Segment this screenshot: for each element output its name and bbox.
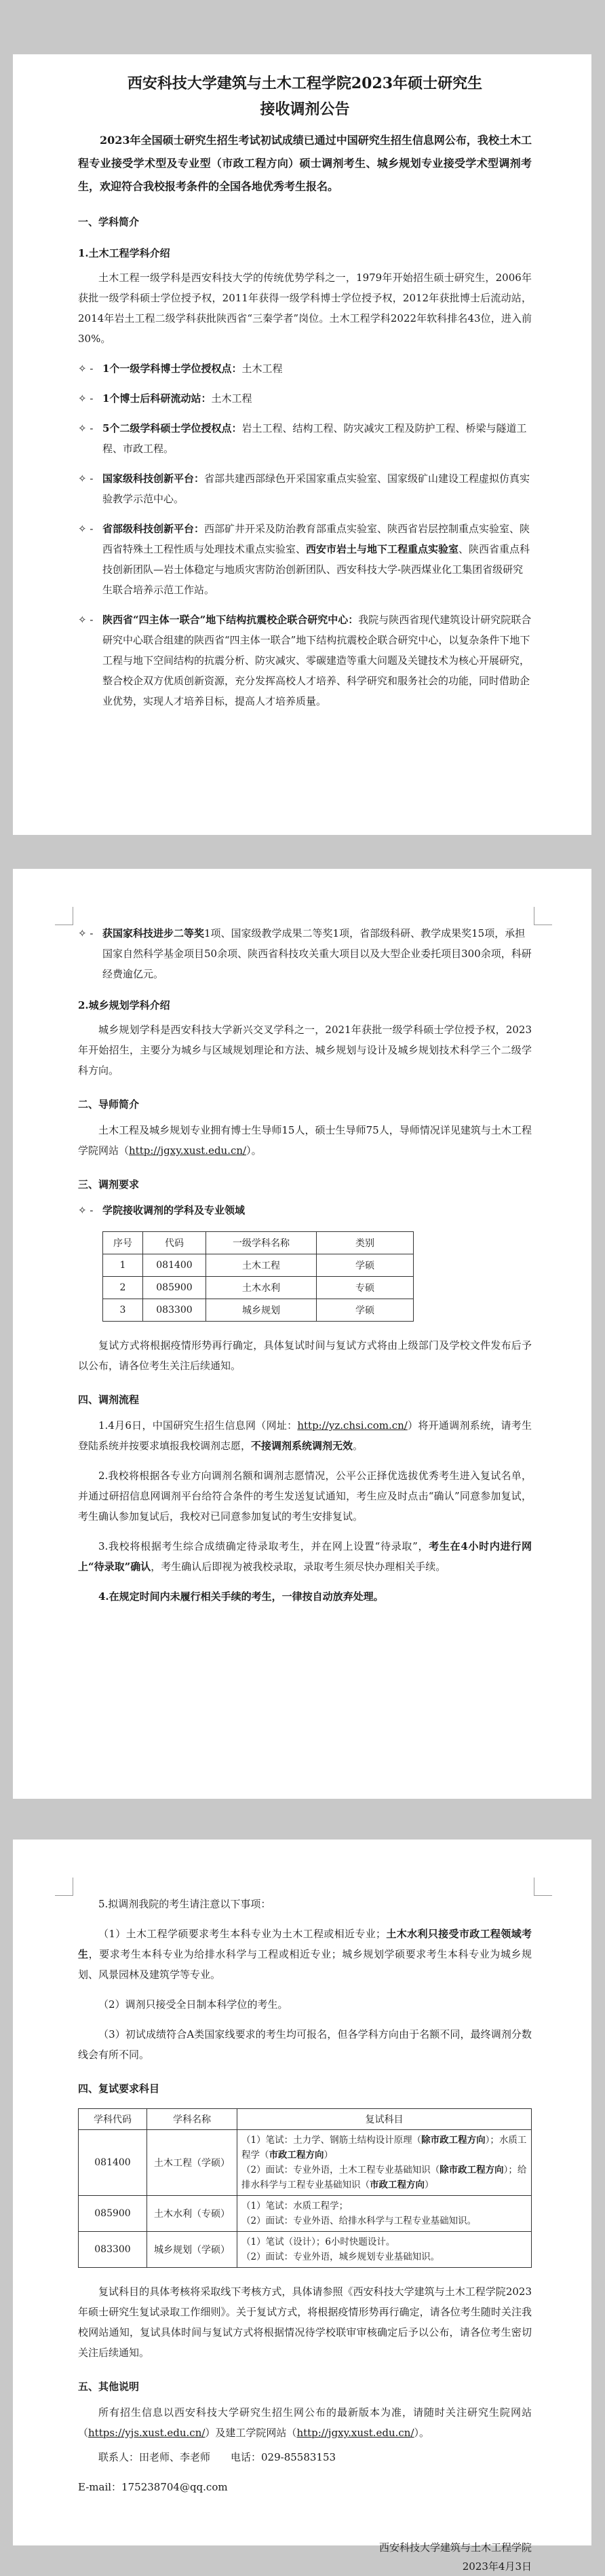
section-heading-supervisors: 二、导师简介 xyxy=(78,1098,140,1110)
page-title: 西安科技大学建筑与土木工程学院2023年硕士研究生 接收调剂公告 xyxy=(127,75,483,118)
civil-description: 土木工程一级学科是西安科技大学的传统优势学科之一，1979年开始招生硕士研究生，2006年获批一级学科硕士学位授予权，2011年获得一级学科博士学位授予权，2012年获批博士后流动站，2014年岩土工程二级学科获批陕西省“三秦学者”岗位。土木工程学科2022年软科排名43位，进入前30%。 xyxy=(78,272,532,345)
process-step-1: 1.4月6日，中国研究生招生信息网（网址：http://yz.chsi.com.cn/）将开通调剂系统，请考生登陆系统并按要求填报我校调剂志愿，不接调剂系统调剂无效。 xyxy=(78,1419,532,1452)
graduate-school-link[interactable]: https://yjs.xust.edu.cn/ xyxy=(88,2427,206,2439)
list-item: ✧ - 获国家科技进步二等奖1项、国家级教学成果二等奖1项，省部级科研、教学成果奖15项，承担国家自然科学基金项目50余项、陕西省科技攻关重大项目以及大型企业委托项目300余项，科研经费逾亿元。 xyxy=(78,927,532,980)
exam-subjects-table xyxy=(78,2108,532,2268)
process-step-2: 2.我校将根据各专业方向调剂名额和调剂志愿情况，公平公正择优选拔优秀考生进入复试名单，并通过研招信息网调剂平台给符合条件的考生发送复试通知，考生应及时点击“确认”同意参加复试，考生确认参加复试后，我校对已同意参加复试的考生安排复试。 xyxy=(78,1470,532,1523)
list-item: ✧ - 学院接收调剂的学科及专业领域 xyxy=(78,1204,246,1216)
table-row: 083300 城乡规划（学硕） （1）笔试（设计）；6小时快题设计。 （2）面试：专业外语，城乡规划专业基础知识。 xyxy=(79,2232,532,2268)
subsection-heading-civil: 1.土木工程学科介绍 xyxy=(78,247,170,259)
requirements-note: 复试方式将根据疫情形势再行确定，具体复试时间与复试方式将由上级部门及学校文件发布后予以公布，请各位考生关注后续通知。 xyxy=(78,1339,532,1372)
crop-mark xyxy=(534,907,552,925)
crop-mark xyxy=(55,907,73,925)
table-header-row: 序号 代码 一级学科名称 类别 xyxy=(103,1232,414,1254)
college-website-link[interactable]: http://jgxy.xust.edu.cn/ xyxy=(296,2427,414,2439)
table-row: 3 083300 城乡规划 学硕 xyxy=(103,1299,414,1322)
list-item: ✧ - 5个二级学科硕士学位授权点：岩土工程、结构工程、防灾减灾工程及防护工程、桥梁与隧道工程、市政工程。 xyxy=(78,422,527,455)
section-heading-other: 五、其他说明 xyxy=(78,2381,140,2393)
document-page-1 xyxy=(13,54,591,835)
contact-info: 联系人：田老师、李老师 电话：029-85583153 xyxy=(98,2451,336,2463)
section-heading-requirements: 三、调剂要求 xyxy=(78,1178,140,1191)
document-page-2 xyxy=(13,869,591,1799)
process-step-3: 3.我校将根据考生综合成绩确定待录取考生，并在网上设置“待录取”，考生在4小时内进行网上“待录取”确认，考生确认后即视为被我校录取，录取考生须尽快办理相关手续。 xyxy=(78,1540,532,1573)
note-item-1: （1）土木工程学硕要求考生本科专业为土木工程或相近专业；土木水利只接受市政工程领域考生，要求考生本科专业为给排水科学与工程或相近专业；城乡规划学硕要求考生本科专业为城乡规划、风景园林及建筑学等专业。 xyxy=(78,1928,532,1981)
note-item-3: （3）初试成绩符合A类国家线要求的考生均可报名，但各学科方向由于名额不同，最终调剂分数线会有所不同。 xyxy=(78,2028,532,2061)
table-row: 085900 土木水利（专硕） （1）笔试：水质工程学； （2）面试：专业外语、给排水科学与工程专业基础知识。 xyxy=(79,2196,532,2232)
list-item: ✧ - 国家级科技创新平台：省部共建西部绿色开采国家重点实验室、国家级矿山建设工程虚拟仿真实验教学示范中心。 xyxy=(78,472,530,505)
signature-block: 西安科技大学建筑与土木工程学院 2023年4月3日 xyxy=(378,2541,532,2573)
exam-note: 复试科目的具体考核将采取线下考核方式，具体请参照《西安科技大学建筑与土木工程学院2023年硕士研究生复试录取工作细则》。关于复试方式，将根据疫情形势再行确定，请各位考生随时关注我校网站通知，复试具体时间与复试方式将根据情况待学校联审审核确定后予以公布，请各位考生密切关注后续通知。 xyxy=(78,2285,532,2359)
subsection-heading-planning: 2.城乡规划学科介绍 xyxy=(78,999,170,1011)
section-heading-intro: 一、学科简介 xyxy=(78,216,140,228)
list-item: ✧ - 省部级科技创新平台：西部矿井开采及防治教育部重点实验室、陕西省岩层控制重点实验室、陕西省特殊土工程性质与处理技术重点实验室、西安市岩土与地下工程重点实验室、陕西省重点科技创新团队—岩土体稳定与地质灾害防治创新团队、西安科技大学-陕西煤业化工集团省级研究生联合培养示范工作站。 xyxy=(78,523,530,596)
list-item: ✧ - 1个一级学科博士学位授权点：土木工程 xyxy=(78,362,283,375)
table-row: 2 085900 土木水利 专硕 xyxy=(103,1277,414,1299)
college-website-link[interactable]: http://jgxy.xust.edu.cn/ xyxy=(129,1144,247,1157)
list-item: ✧ - 1个博士后科研流动站：土木工程 xyxy=(78,392,252,405)
crop-mark xyxy=(55,1878,73,1896)
email-info: E-mail：175238704@qq.com xyxy=(78,2481,228,2493)
disciplines-table xyxy=(102,1231,414,1322)
process-step-4: 4.在规定时间内未履行相关手续的考生，一律按自动放弃处理。 xyxy=(98,1590,384,1603)
intro-paragraph: 2023年全国硕士研究生招生考试初试成绩已通过中国研究生招生信息网公布，我校土木工程专业接受学术型及专业型（市政工程方向）硕士调剂考生、城乡规划专业接受学术型调剂考生，欢迎符合我校报考条件的全国各地优秀考生报名。 xyxy=(78,134,532,193)
section-heading-exam-subjects: 四、复试要求科目 xyxy=(78,2083,160,2095)
note-item-2: （2）调剂只接受全日制本科学位的考生。 xyxy=(98,1998,288,2011)
process-step-5: 5.拟调剂我院的考生请注意以下事项： xyxy=(98,1898,271,1910)
section-heading-process: 四、调剂流程 xyxy=(78,1394,140,1406)
table-row: 081400 土木工程（学硕） （1）笔试：土力学、钢筋土结构设计原理（除市政工程方向）；水质工程学（市政工程方向） （2）面试：专业外语，土木工程专业基础知识（除市政工程方向）；给排水科学与工程专业基础知识（市政工程方向） xyxy=(79,2130,532,2196)
planning-description: 城乡规划学科是西安科技大学新兴交叉学科之一，2021年获批一级学科硕士学位授予权，2023年开始招生，主要分为城乡与区域规划理论和方法、城乡规划与设计及城乡规划技术科学三个二级学科方向。 xyxy=(78,1024,532,1077)
document-page-3 xyxy=(13,1840,591,2573)
other-description: 所有招生信息以西安科技大学研究生招生网公布的最新版本为准，请随时关注研究生院网站（https://yjs.xust.edu.cn/）及建工学院网站（http://jgxy.xust.edu.cn/）。 xyxy=(78,2406,532,2439)
table-row: 1 081400 土木工程 学硕 xyxy=(103,1254,414,1277)
chsi-website-link[interactable]: http://yz.chsi.com.cn/ xyxy=(297,1419,408,1432)
list-item: ✧ - 陕西省“四主体一联合”地下结构抗震校企联合研究中心：我院与陕西省现代建筑设计研究院联合研究中心联合组建的陕西省“四主体一联合”地下结构抗震校企联合研究中心，以复杂条件下地下工程与地下空间结构的抗震分析、防灾减灾、零碳建造等重大问题及关键技术为核心开展研究，整合校企双方优质创新资源，充分发挥高校人才培养、科学研究和服务社会的功能，同时借助企业优势，实现人才培养目标，提高人才培养质量。 xyxy=(78,614,532,707)
crop-mark xyxy=(534,1878,552,1896)
supervisors-description: 土木工程及城乡规划专业拥有博士生导师15人，硕士生导师75人，导师情况详见建筑与土木工程学院网站（http://jgxy.xust.edu.cn/）。 xyxy=(78,1124,532,1157)
table-header-row: 学科代码 学科名称 复试科目 xyxy=(79,2109,532,2130)
